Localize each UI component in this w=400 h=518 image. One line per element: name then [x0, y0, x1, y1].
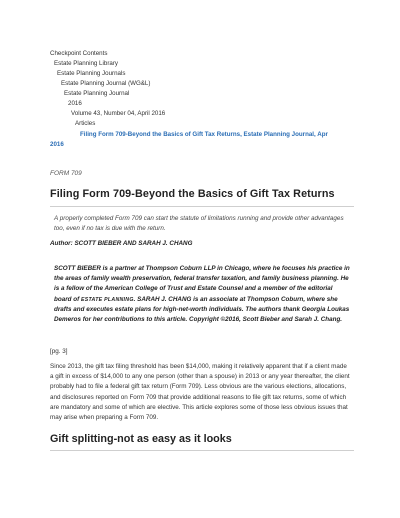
breadcrumb-estate-planning-journal[interactable]: Estate Planning Journal	[64, 90, 130, 97]
current-article-link-line1[interactable]: Filing Form 709-Beyond the Basics of Gift Tax Returns, Estate Planning Journal, Apr	[80, 131, 328, 138]
author-bio-part2: . SARAH J. CHANG is an associate at Thompson Coburn, where she drafts and executes estate plans for high-net-worth individuals. The authors thank Georgia Loukas Demeros for her contributions to this article. Copyright ©2016, Scott Bieber and Sarah J. Chang.	[54, 295, 350, 324]
author-bio-part1: SCOTT BIEBER is a partner at Thompson Coburn LLP in Chicago, where he focuses his practice in the areas of family wealth preservation, federal transfer taxation, and family business planning. He is a fellow of the American College of Trust and Estate Counsel and a member of the editorial board of	[54, 265, 350, 303]
section-divider	[50, 450, 354, 451]
form-label: FORM 709	[50, 170, 82, 177]
breadcrumb-volume[interactable]: Volume 43, Number 04, April 2016	[71, 110, 166, 117]
breadcrumb-estate-planning-journal-wgl[interactable]: Estate Planning Journal (WG&L)	[61, 80, 151, 87]
breadcrumb-estate-planning-library[interactable]: Estate Planning Library	[54, 60, 118, 67]
article-authors: Author: SCOTT BIEBER AND SARAH J. CHANG	[50, 240, 193, 247]
breadcrumb-year[interactable]: 2016	[68, 100, 82, 107]
journal-name: ESTATE PLANNING	[80, 296, 134, 303]
intro-paragraph: Since 2013, the gift tax filing threshold has been $14,000, making it relatively apparent that if a client made a gift in excess of $14,000 to any one person (other than a spouse) in 2013 or any year thereafter, the client probably had to file a federal gift tax return (Form 709). Less obvious are the various elections, allocations, and disclosures reported on Form 709 that provide additional reasons to file gift tax returns, some of which are mandatory and some of which are elective. This article explores some of those less obvious issues that may arise when preparing a Form 709.	[50, 363, 350, 422]
title-divider	[50, 206, 354, 207]
page-marker: [pg. 3]	[50, 348, 68, 355]
article-title: Filing Form 709-Beyond the Basics of Gift Tax Returns	[50, 188, 335, 200]
breadcrumb-articles[interactable]: Articles	[75, 120, 96, 127]
current-article-link[interactable]	[50, 130, 350, 150]
section-heading: Gift splitting-not as easy as it looks	[50, 433, 232, 445]
current-article-link-line2[interactable]: 2016	[50, 141, 64, 148]
breadcrumb-estate-planning-journals[interactable]: Estate Planning Journals	[57, 70, 126, 77]
breadcrumb-checkpoint-contents[interactable]: Checkpoint Contents	[50, 50, 108, 57]
author-bio	[54, 264, 350, 325]
article-abstract: A properly completed Form 709 can start the statute of limitations running and provide other advantages too, even if no tax is due with the return.	[54, 215, 344, 232]
